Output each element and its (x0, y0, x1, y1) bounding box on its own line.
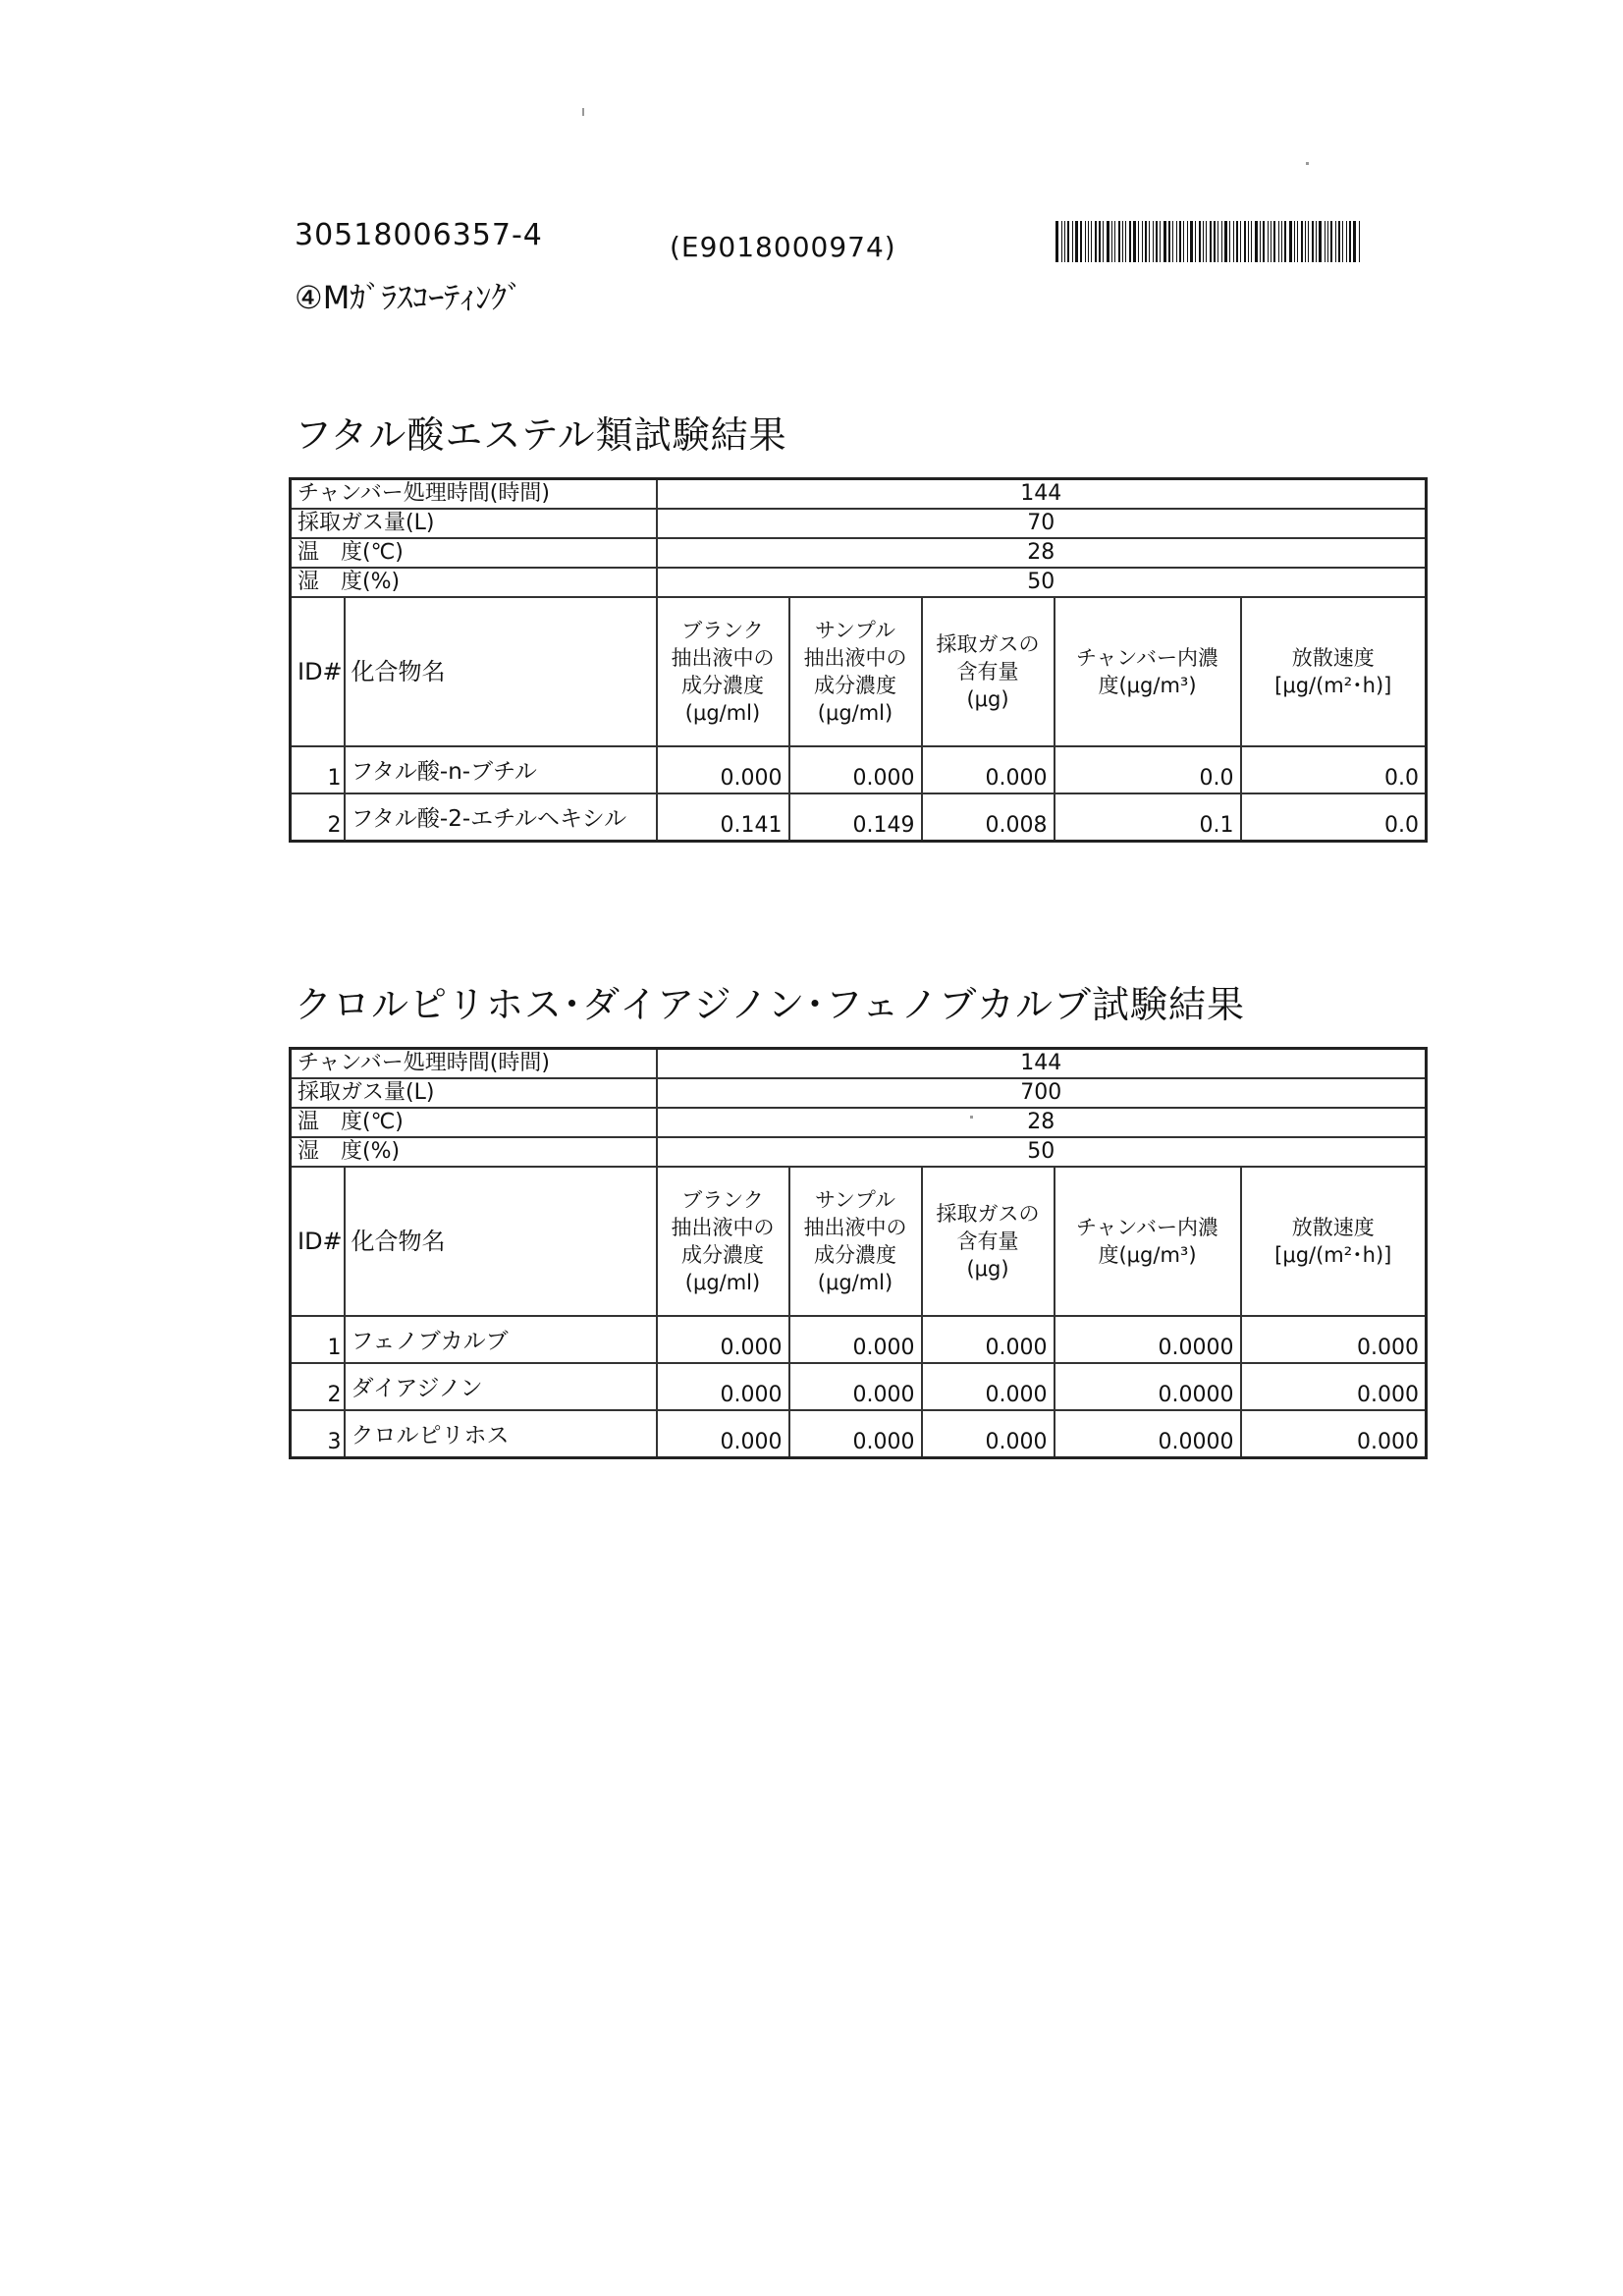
barcode-bar (1145, 221, 1147, 262)
barcode-bar (1229, 221, 1230, 262)
info-value: 50 (657, 1137, 1427, 1167)
info-value: 144 (657, 479, 1427, 510)
barcode-bar (1085, 221, 1086, 262)
table-row (291, 1316, 1427, 1363)
barcode-bar (1118, 221, 1120, 262)
phthalate-section-title: フタル酸エステル類試験結果 (295, 413, 787, 457)
table-row (291, 793, 1427, 842)
barcode-bar (1244, 221, 1246, 262)
gas-value: 0.000 (922, 1410, 1055, 1458)
barcode-bar (1330, 221, 1332, 262)
barcode-bar (1064, 221, 1065, 262)
compound-name: クロルピリホス (345, 1410, 657, 1458)
info-row (291, 1108, 1427, 1137)
barcode-bar (1138, 221, 1139, 262)
barcode-bar (1251, 221, 1252, 262)
blank-value: 0.000 (657, 1410, 789, 1458)
blank-value: 0.000 (657, 1316, 789, 1363)
barcode-bar (1248, 221, 1249, 262)
barcode-bar (1240, 221, 1241, 262)
barcode-bar (1308, 221, 1309, 262)
barcode-bar (1255, 221, 1258, 262)
barcode-bar (1342, 221, 1343, 262)
sample-value: 0.000 (789, 746, 922, 793)
barcode-bar (1312, 221, 1314, 262)
barcode-bar (1125, 221, 1126, 262)
barcode-bar (1199, 221, 1201, 262)
barcode-bar (1160, 221, 1161, 262)
barcode-bar (1122, 221, 1123, 262)
emission-value: 0.0 (1241, 746, 1427, 793)
barcode-bar (1289, 221, 1292, 262)
gas-value: 0.000 (922, 1316, 1055, 1363)
info-label: 採取ガス量(L) (291, 1078, 657, 1108)
info-row (291, 568, 1427, 597)
column-header-row (291, 597, 1427, 746)
table-row (291, 746, 1427, 793)
info-label: 湿 度(%) (291, 1137, 657, 1167)
blank-value: 0.000 (657, 1363, 789, 1410)
info-label: 湿 度(%) (291, 568, 657, 597)
blank-concentration-header: ブランク 抽出液中の 成分濃度 (μg/ml) (657, 597, 789, 746)
row-id: 3 (291, 1410, 345, 1458)
sample-value: 0.000 (789, 1363, 922, 1410)
info-row (291, 538, 1427, 568)
info-label: 温 度(℃) (291, 538, 657, 568)
barcode-bar (1172, 221, 1173, 262)
barcode-bar (1353, 221, 1356, 262)
barcode-bar (1338, 221, 1340, 262)
barcode-bar (1099, 221, 1101, 262)
barcode-bar (1080, 221, 1082, 262)
gas-content-header: 採取ガスの 含有量 (μg) (922, 597, 1055, 746)
emission-rate-header: 放散速度 [μg/(m²･h)] (1241, 1167, 1427, 1316)
info-value: 50 (657, 568, 1427, 597)
emission-value: 0.000 (1241, 1363, 1427, 1410)
barcode-bar (1281, 221, 1282, 262)
id-column-header: ID# (291, 597, 345, 746)
barcode-bar (1163, 221, 1166, 262)
barcode-bar (1183, 221, 1184, 262)
info-value: 28 (657, 538, 1427, 568)
emission-value: 0.0 (1241, 793, 1427, 842)
barcode-bar (1327, 221, 1328, 262)
barcode-bar (1067, 221, 1069, 262)
barcode-bar (1072, 221, 1073, 262)
barcode-bar (1095, 221, 1097, 262)
compound-name-column-header: 化合物名 (345, 1167, 657, 1316)
barcode-bar (1111, 221, 1112, 262)
info-row (291, 1137, 1427, 1167)
barcode-bar (1176, 221, 1177, 262)
compound-name: フタル酸-n-ブチル (345, 746, 657, 793)
compound-name: フタル酸-2-エチルヘキシル (345, 793, 657, 842)
barcode-bar (1133, 221, 1136, 262)
info-row (291, 1049, 1427, 1079)
id-column-header: ID# (291, 1167, 345, 1316)
info-row (291, 509, 1427, 538)
info-value: 28 (657, 1108, 1427, 1137)
barcode-bar (1129, 221, 1131, 262)
barcode-bar (1114, 221, 1115, 262)
barcode-bar (1206, 221, 1207, 262)
chamber-value: 0.0000 (1055, 1363, 1241, 1410)
info-row (291, 479, 1427, 510)
barcode-bar (1359, 221, 1360, 262)
table-row (291, 1410, 1427, 1458)
info-label: 温 度(℃) (291, 1108, 657, 1137)
barcode-bar (1260, 221, 1261, 262)
pesticide-section-title: クロルピリホス･ダイアジノン･フェノブカルブ試験結果 (295, 983, 1246, 1026)
barcode-bar (1349, 221, 1351, 262)
gas-value: 0.000 (922, 1363, 1055, 1410)
barcode-bar (1088, 221, 1089, 262)
reference-code: (E9018000974) (670, 231, 896, 263)
gas-content-header: 採取ガスの 含有量 (μg) (922, 1167, 1055, 1316)
scan-speck (970, 1116, 973, 1119)
barcode-bar (1061, 221, 1062, 262)
barcode-bar (1168, 221, 1170, 262)
sample-value: 0.149 (789, 793, 922, 842)
barcode-bar (1179, 221, 1181, 262)
barcode-bar (1268, 221, 1269, 262)
barcode-bar (1301, 221, 1303, 262)
column-header-row (291, 1167, 1427, 1316)
sample-concentration-header: サンプル 抽出液中の 成分濃度 (μg/ml) (789, 597, 922, 746)
barcode-bar (1335, 221, 1336, 262)
blank-value: 0.000 (657, 746, 789, 793)
info-value: 70 (657, 509, 1427, 538)
barcode-bar (1233, 221, 1234, 262)
info-label: 採取ガス量(L) (291, 509, 657, 538)
barcode-bar (1107, 221, 1109, 262)
barcode-bar (1224, 221, 1227, 262)
blank-value: 0.141 (657, 793, 789, 842)
barcode-bar (1210, 221, 1212, 262)
gas-value: 0.008 (922, 793, 1055, 842)
barcode-bar (1294, 221, 1295, 262)
barcode-bar (1297, 221, 1298, 262)
emission-rate-header: 放散速度 [μg/(m²･h)] (1241, 597, 1427, 746)
barcode-bar (1187, 221, 1188, 262)
barcode-bar (1319, 221, 1322, 262)
gas-value: 0.000 (922, 746, 1055, 793)
barcode-bar (1263, 221, 1265, 262)
scan-speck (582, 108, 584, 116)
barcode-bar (1305, 221, 1306, 262)
document-id: 30518006357-4 (295, 218, 543, 252)
barcode-bar (1346, 221, 1347, 262)
chamber-value: 0.0 (1055, 746, 1241, 793)
compound-name: フェノブカルブ (345, 1316, 657, 1363)
row-id: 2 (291, 793, 345, 842)
barcode-bar (1221, 221, 1222, 262)
barcode-bar (1203, 221, 1204, 262)
barcode-bar (1149, 221, 1150, 262)
chamber-value: 0.1 (1055, 793, 1241, 842)
blank-concentration-header: ブランク 抽出液中の 成分濃度 (μg/ml) (657, 1167, 789, 1316)
row-id: 1 (291, 746, 345, 793)
info-row (291, 1078, 1427, 1108)
barcode-bar (1316, 221, 1317, 262)
chamber-value: 0.0000 (1055, 1410, 1241, 1458)
scan-speck (1306, 162, 1309, 165)
row-id: 2 (291, 1363, 345, 1410)
sample-value: 0.000 (789, 1410, 922, 1458)
barcode-bar (1195, 221, 1196, 262)
barcode-bar (1273, 221, 1275, 262)
barcode-image (1055, 221, 1424, 262)
table-row (291, 1363, 1427, 1410)
barcode-bar (1075, 221, 1078, 262)
compound-name-column-header: 化合物名 (345, 597, 657, 746)
barcode-bar (1190, 221, 1193, 262)
info-value: 700 (657, 1078, 1427, 1108)
barcode-bar (1142, 221, 1143, 262)
barcode-bar (1217, 221, 1218, 262)
barcode-bar (1156, 221, 1158, 262)
chamber-concentration-header: チャンバー内濃 度(μg/m³) (1055, 1167, 1241, 1316)
barcode-bar (1103, 221, 1104, 262)
pesticide-results-table (289, 1047, 1428, 1459)
barcode-bar (1153, 221, 1154, 262)
barcode-bar (1278, 221, 1279, 262)
info-label: チャンバー処理時間(時間) (291, 479, 657, 510)
sample-value: 0.000 (789, 1316, 922, 1363)
info-value: 144 (657, 1049, 1427, 1079)
barcode-bar (1236, 221, 1238, 262)
emission-value: 0.000 (1241, 1316, 1427, 1363)
compound-name: ダイアジノン (345, 1363, 657, 1410)
barcode-bar (1055, 221, 1058, 262)
barcode-bar (1091, 221, 1092, 262)
barcode-bar (1284, 221, 1286, 262)
sample-name: ④Mｶﾞﾗｽｺｰﾃｨﾝｸﾞ (295, 279, 523, 316)
info-label: チャンバー処理時間(時間) (291, 1049, 657, 1079)
chamber-value: 0.0000 (1055, 1316, 1241, 1363)
barcode-bar (1214, 221, 1216, 262)
emission-value: 0.000 (1241, 1410, 1427, 1458)
phthalate-results-table (289, 477, 1428, 843)
row-id: 1 (291, 1316, 345, 1363)
sample-concentration-header: サンプル 抽出液中の 成分濃度 (μg/ml) (789, 1167, 922, 1316)
chamber-concentration-header: チャンバー内濃 度(μg/m³) (1055, 597, 1241, 746)
